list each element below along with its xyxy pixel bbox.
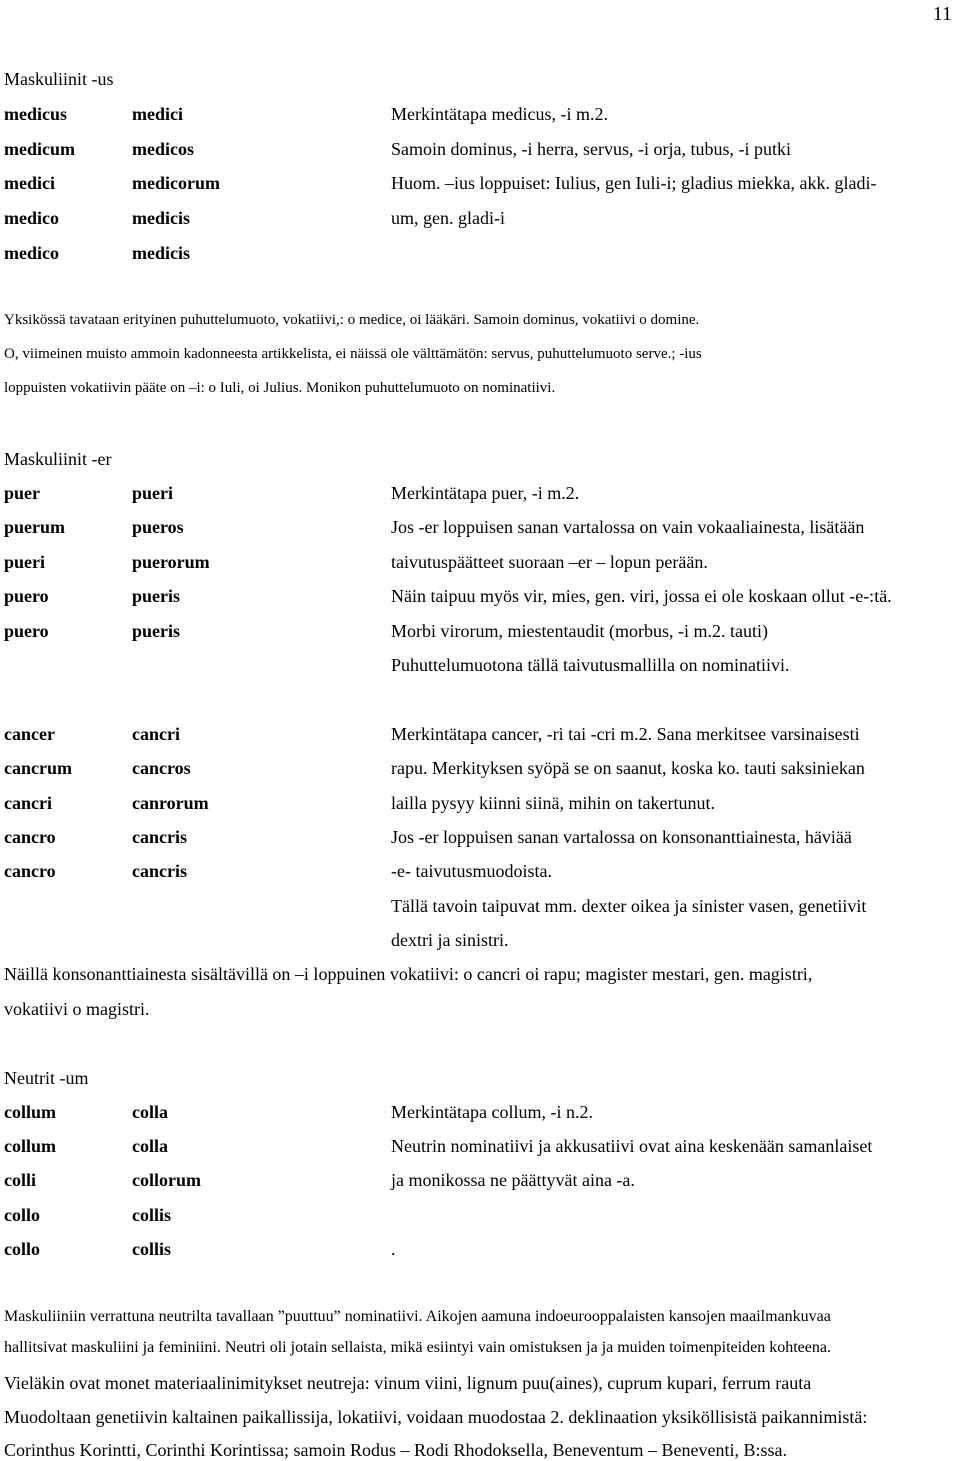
declension-cell: pueri — [132, 483, 174, 503]
declension-cell: medicis — [132, 243, 190, 263]
declension-cell: pueris — [132, 621, 181, 641]
declension-cell: cancer — [4, 724, 55, 744]
section-heading-um: Neutrit -um — [4, 1068, 89, 1088]
declension-cell: medico — [4, 208, 59, 228]
declension-cell: puero — [4, 586, 49, 606]
declension-cell: canrorum — [132, 793, 209, 813]
declension-cell: pueris — [132, 586, 181, 606]
note-line: Tällä tavoin taipuvat mm. dexter oikea ja sinister vasen, genetiivit — [391, 896, 867, 916]
declension-cell: cancris — [132, 827, 187, 847]
declension-cell: puerum — [4, 517, 66, 537]
declension-cell: puero — [4, 621, 49, 641]
declension-cell: medicis — [132, 208, 190, 228]
paragraph-line: O, viimeinen muisto ammoin kadonneesta artikkelista, ei näissä ole välttämätön: servus, puhuttelumuoto serve.; -ius — [4, 346, 702, 362]
note-line: rapu. Merkityksen syöpä se on saanut, koska ko. tauti saksiniekan — [391, 758, 865, 778]
paragraph-line: Vieläkin ovat monet materiaalinimitykset neutreja: vinum viini, lignum puu(aines), cuprum kupari, ferrum rauta — [4, 1373, 812, 1393]
declension-cell: cancro — [4, 827, 56, 847]
declension-cell: collo — [4, 1205, 40, 1225]
paragraph-line: hallitsivat maskuliini ja feminiini. Neutri oli jotain sellaista, mikä esiintyi vain omistuksen ja ja muiden toimenpiteiden kohteena. — [4, 1339, 831, 1356]
declension-cell: medici — [4, 173, 55, 193]
declension-cell: medicos — [132, 139, 194, 159]
declension-cell: puerorum — [132, 552, 210, 572]
note-line: Merkintätapa cancer, -ri tai -cri m.2. Sana merkitsee varsinaisesti — [391, 724, 860, 744]
declension-cell: cancri — [132, 724, 180, 744]
note-line: um, gen. gladi-i — [391, 208, 505, 228]
note-line: Morbi virorum, miestentaudit (morbus, -i m.2. tauti) — [391, 621, 768, 641]
declension-cell: cancri — [4, 793, 52, 813]
note-line: dextri ja sinistri. — [391, 930, 509, 950]
note-line: lailla pysyy kiinni siinä, mihin on takertunut. — [391, 793, 715, 813]
paragraph-line: Maskuliiniin verrattuna neutrilta tavallaan ”puuttuu” nominatiivi. Aikojen aamuna indoeurooppalaisten kansojen maailmankuvaa — [4, 1308, 831, 1325]
declension-cell: collum — [4, 1136, 56, 1156]
note-line: Merkintätapa puer, -i m.2. — [391, 483, 580, 503]
declension-cell: medicum — [4, 139, 75, 159]
note-line: Neutrin nominatiivi ja akkusatiivi ovat aina keskenään samanlaiset — [391, 1136, 873, 1156]
declension-cell: medicorum — [132, 173, 220, 193]
note-line: Huom. –ius loppuiset: Iulius, gen Iuli-i; gladius miekka, akk. gladi- — [391, 173, 877, 193]
declension-cell: medicus — [4, 104, 67, 124]
section-heading-er: Maskuliinit -er — [4, 449, 112, 469]
paragraph-line: Muodoltaan genetiivin kaltainen paikallissija, lokatiivi, voidaan muodostaa 2. deklinaation yksiköllisistä paikannimistä: — [4, 1407, 868, 1427]
declension-cell: collo — [4, 1239, 40, 1259]
declension-cell: colli — [4, 1170, 36, 1190]
section-heading-us: Maskuliinit -us — [4, 69, 114, 89]
declension-cell: cancros — [132, 758, 191, 778]
note-line: -e- taivutusmuodoista. — [391, 861, 552, 881]
note-line: Puhuttelumuotona tällä taivutusmallilla on nominatiivi. — [391, 655, 790, 675]
declension-cell: collum — [4, 1102, 56, 1122]
note-line: Näin taipuu myös vir, mies, gen. viri, jossa ei ole koskaan ollut -e-:tä. — [391, 586, 892, 606]
declension-cell: colla — [132, 1136, 168, 1156]
declension-cell: cancrum — [4, 758, 72, 778]
declension-cell: puer — [4, 483, 40, 503]
declension-cell: collis — [132, 1239, 171, 1259]
note-line: Samoin dominus, -i herra, servus, -i orja, tubus, -i putki — [391, 139, 791, 159]
declension-cell: medici — [132, 104, 183, 124]
declension-cell: cancris — [132, 861, 187, 881]
declension-cell: colla — [132, 1102, 168, 1122]
declension-cell: collis — [132, 1205, 171, 1225]
paragraph-line: Näillä konsonanttiainesta sisältävillä on –i loppuinen vokatiivi: o cancri oi rapu; magister mestari, gen. magistri, — [4, 964, 813, 984]
paragraph-line: vokatiivi o magistri. — [4, 999, 150, 1019]
note-line: Merkintätapa collum, -i n.2. — [391, 1102, 593, 1122]
paragraph-line: Corinthus Korintti, Corinthi Korintissa; samoin Rodus – Rodi Rhodoksella, Beneventum – Beneventi, B:ssa. — [4, 1440, 787, 1460]
note-line: Jos -er loppuisen sanan vartalossa on vain vokaaliainesta, lisätään — [391, 517, 865, 537]
declension-cell: pueros — [132, 517, 184, 537]
note-line: taivutuspäätteet suoraan –er – lopun perään. — [391, 552, 708, 572]
note-line: Merkintätapa medicus, -i m.2. — [391, 104, 608, 124]
declension-cell: medico — [4, 243, 59, 263]
note-line: . — [391, 1239, 396, 1259]
declension-cell: cancro — [4, 861, 56, 881]
note-line: ja monikossa ne päättyvät aina -a. — [391, 1170, 635, 1190]
paragraph-line: Yksikössä tavataan erityinen puhuttelumuoto, vokatiivi,: o medice, oi lääkäri. Samoin dominus, vokatiivi o domine. — [4, 312, 700, 328]
declension-cell: pueri — [4, 552, 46, 572]
page-number: 11 — [932, 3, 952, 25]
declension-cell: collorum — [132, 1170, 201, 1190]
paragraph-line: loppuisten vokatiivin pääte on –i: o Iuli, oi Julius. Monikon puhuttelumuoto on nominatiivi. — [4, 380, 556, 396]
note-line: Jos -er loppuisen sanan vartalossa on konsonanttiainesta, häviää — [391, 827, 852, 847]
